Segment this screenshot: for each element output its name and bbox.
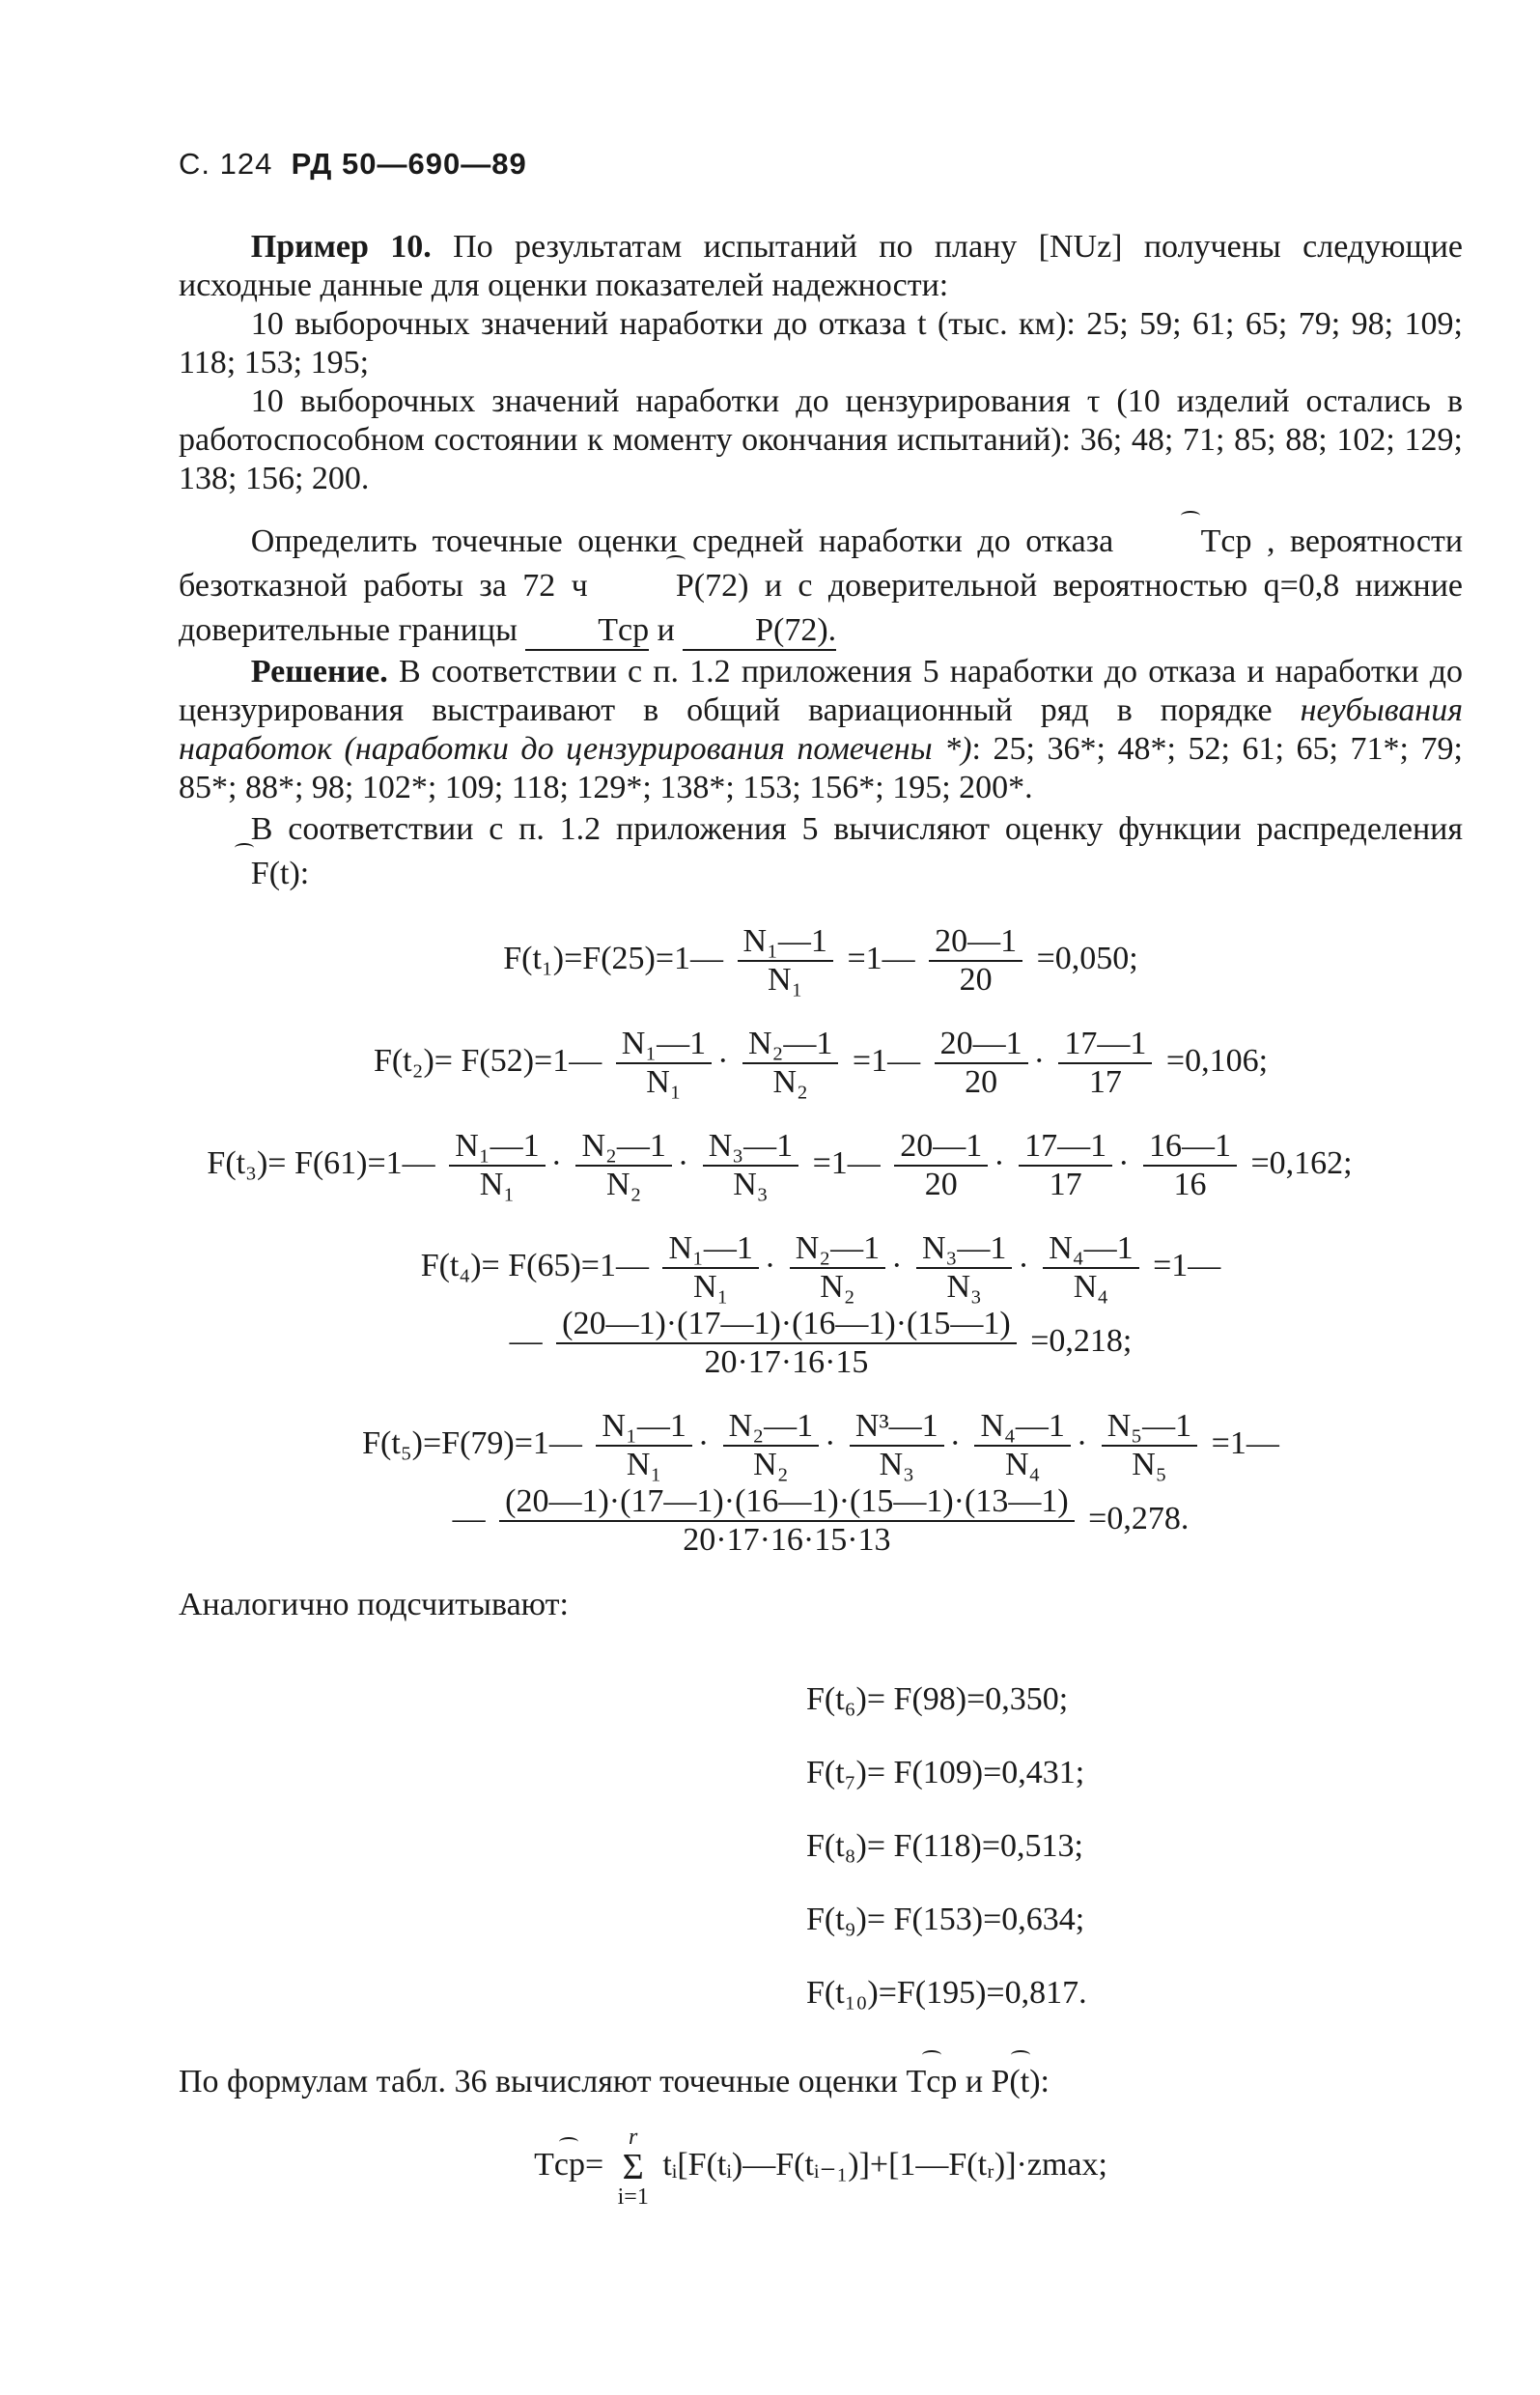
f5-num-3: N³—1 (850, 1408, 944, 1447)
f2-num-1: N₁—1 (616, 1026, 712, 1064)
f5-lhs: F(t₅)=F(79)=1— (362, 1424, 582, 1461)
f4-den-3: N₃ (946, 1269, 982, 1305)
distribution-intro (179, 807, 1463, 896)
f5-result-1: =1— (1211, 1424, 1279, 1461)
f4-frac-4 (1043, 1230, 1138, 1306)
f2-den-1: N₁ (646, 1064, 682, 1100)
f4-frac-2 (790, 1230, 885, 1306)
formula-f2: F(t₂)= F(52)=1— $\frac{\text{N₁—1}}{\text{N₁}}$ · $\frac{\text{N₂—1}}{\text{N₂}}$ =1— $\frac{20—1}{20}$ · $\frac{17—1}{17}$ =0,106; (373, 1026, 1269, 1100)
f3-num-4: 20—1 (894, 1128, 988, 1167)
f2-frac-1 (616, 1026, 712, 1101)
f5-num-6: (20—1)·(17—1)·(16—1)·(15—1)·(13—1) (499, 1483, 1075, 1522)
f4-num-4: N₄—1 (1043, 1230, 1138, 1269)
final-paragraph (179, 2059, 1463, 2105)
f5-frac-1 (596, 1408, 691, 1483)
solution-text-b: неубывания наработок (наработки до цензурирования помечены *) (179, 692, 1463, 767)
f2-num-3: 20—1 (935, 1026, 1028, 1064)
f3-frac-1 (449, 1128, 545, 1203)
f5-den-1: N₁ (626, 1447, 662, 1482)
f2-den-2: N₂ (772, 1064, 808, 1100)
f4-result-1: =1— (1153, 1247, 1221, 1283)
f5-frac-6 (499, 1483, 1075, 1559)
final-pt-symbol: P(t): (992, 2059, 1050, 2105)
f5-frac-3 (850, 1408, 944, 1483)
f2-num-4: 17—1 (1058, 1026, 1152, 1064)
tcp-rhs: tᵢ[F(tᵢ)—F(tᵢ₋₁)]+[1—F(tᵣ)]·zmax; (662, 2146, 1107, 2183)
f5-den-5: N₅ (1132, 1447, 1167, 1482)
f4-frac-1 (662, 1230, 758, 1306)
page-number: С. 124 (179, 147, 273, 181)
f4-result-2: =0,218; (1030, 1322, 1133, 1359)
f5-den-2: N₂ (753, 1447, 789, 1482)
f2-frac-2 (742, 1026, 838, 1101)
sum-upper-limit: r (629, 2125, 638, 2150)
f5-frac-2 (723, 1408, 819, 1483)
f3-num-6: 16—1 (1143, 1128, 1237, 1167)
f5-num-2: N₂—1 (723, 1408, 819, 1447)
example-intro (179, 228, 1463, 305)
f3-den-1: N₁ (479, 1167, 516, 1202)
f2-frac-4 (1058, 1026, 1152, 1101)
list-item: F(t₈)= F(118)=0,513; (806, 1828, 1083, 1864)
failure-values: 10 выборочных значений наработки до отказа t (тыс. км): 25; 59; 61; 65; 79; 98; 109; 118; 153; 195; (179, 306, 1463, 380)
f3-den-2: N₂ (605, 1167, 642, 1202)
tcp-symbol: Tср (1129, 520, 1252, 564)
f4-prefix: — (509, 1322, 543, 1359)
f3-num-2: N₂—1 (575, 1128, 671, 1167)
f5-den-3: N₃ (879, 1447, 914, 1482)
f4-frac-3 (916, 1230, 1012, 1306)
p72-lower-symbol: P(72). (683, 608, 836, 653)
f5-frac-5 (1102, 1408, 1197, 1483)
f5-num-4: N₄—1 (974, 1408, 1070, 1447)
f3-frac-3 (703, 1128, 798, 1203)
f5-result-2: =0,278. (1088, 1500, 1190, 1536)
f1-result: =0,050; (1036, 940, 1138, 976)
tcp-lhs: Tср= (534, 2146, 604, 2183)
f1-frac-1 (738, 923, 833, 999)
task-statement (179, 520, 1463, 653)
f3-den-4: 20 (924, 1167, 958, 1202)
f3-den-5: 17 (1049, 1167, 1082, 1202)
f3-den-6: 16 (1173, 1167, 1207, 1202)
f4-den-4: N₄ (1073, 1269, 1109, 1305)
final-tcp-symbol: Tср (906, 2059, 957, 2105)
f3-frac-6 (1143, 1128, 1237, 1203)
document-code: РД 50—690—89 (291, 147, 527, 181)
task-text-a: Определить точечные оценки средней наработки до отказа (250, 523, 1114, 559)
analog-text: Аналогично подсчитывают: (179, 1587, 569, 1622)
f1-frac-2 (929, 923, 1022, 999)
tcp-lower-symbol: Tср (525, 608, 649, 653)
f4-num-2: N₂—1 (790, 1230, 885, 1269)
f2-num-2: N₂—1 (742, 1026, 838, 1064)
final-and: и (965, 2064, 984, 2099)
list-item: F(t₁₀)=F(195)=0,817. (806, 1975, 1087, 2011)
f3-num-3: N₃—1 (703, 1128, 798, 1167)
f4-num-3: N₃—1 (916, 1230, 1012, 1269)
f5-den-4: N₄ (1004, 1447, 1041, 1482)
f4-frac-5 (556, 1306, 1017, 1381)
f4-lhs: F(t₄)= F(65)=1— (420, 1247, 649, 1283)
censoring-values: 10 выборочных значений наработки до цензурирования τ (10 изделий остались в работоспособном состоянии к моменту окончания испытаний): 36; 48; 71; 85; 88; 102; 129; 138; 156; 200. (179, 383, 1463, 496)
p72-symbol: P(72) (603, 564, 748, 608)
list-item: F(t₉)= F(153)=0,634; (806, 1902, 1085, 1937)
f4-den-2: N₂ (820, 1269, 855, 1305)
sum-operator (618, 2127, 649, 2208)
f2-result: =0,106; (1165, 1042, 1269, 1079)
f3-num-5: 17—1 (1019, 1128, 1112, 1167)
f5-den-6: 20·17·16·15·13 (683, 1522, 891, 1558)
f5-num-1: N₁—1 (596, 1408, 691, 1447)
f3-frac-2 (575, 1128, 671, 1203)
list-item: F(t₇)= F(109)=0,431; (806, 1755, 1085, 1790)
sigma-symbol: Σ (622, 2147, 644, 2187)
f5-frac-4 (974, 1408, 1070, 1483)
f1-num-1: N₁—1 (738, 923, 833, 962)
f4-den-5: 20·17·16·15 (704, 1344, 869, 1380)
f3-mid: =1— (812, 1144, 881, 1181)
f2-mid: =1— (852, 1042, 921, 1079)
f3-lhs: F(t₃)= F(61)=1— (207, 1144, 435, 1181)
f3-frac-4 (894, 1128, 988, 1203)
example-label: Пример 10. (250, 229, 432, 265)
f3-frac-5 (1019, 1128, 1112, 1203)
solution-text-a: В соответствии с п. 1.2 приложения 5 наработки до отказа и наработки до цензурирования выстраивают в общий вариационный ряд в порядке (179, 654, 1464, 728)
results-list (806, 1663, 1463, 2030)
solution-label: Решение. (250, 654, 388, 690)
f5-prefix: — (452, 1500, 486, 1536)
sum-lower-limit: i=1 (617, 2184, 649, 2210)
f1-mid: =1— (847, 940, 915, 976)
list-item: F(t₆)= F(98)=0,350; (806, 1681, 1069, 1717)
f3-den-3: N₃ (733, 1167, 769, 1202)
f3-result: =0,162; (1250, 1144, 1353, 1181)
task-and: и (657, 612, 675, 648)
page-header (179, 145, 1463, 183)
f2-lhs: F(t₂)= F(52)=1— (373, 1042, 602, 1079)
formula-f1 (179, 923, 1463, 999)
distribution-text: В соответствии с п. 1.2 приложения 5 вычисляют оценку функции распределения (250, 811, 1463, 847)
f-t-symbol: F(t): (179, 852, 309, 896)
formula-f5: F(t₅)=F(79)=1— $\frac{\text{N₁—1}}{\text{N₁}}$ · $\frac{\text{N₂—1}}{\text{N₂}}$ · $\frac{\text{N³—1}}{\text{N₃}}$ · $\frac{\text{N₄—1}}{\text{N₄}}$ · $\frac{\text{N₅—1}}{\text{N₅}}$ =1— — $\frac{(20—1)\cdot(17—1)\cdot(16—1)\cdot(15—1)\cdot(13—1)}{20\cdot 17\cdot 16\cdot 15\cdot 13}$ =0,278. (362, 1408, 1279, 1558)
solution-paragraph (179, 653, 1463, 807)
f4-num-5: (20—1)·(17—1)·(16—1)·(15—1) (556, 1306, 1017, 1344)
example-text: По результатам испытаний по плану [NUz] получены следующие исходные данные для оценки показателей надежности: (179, 229, 1463, 303)
f2-den-3: 20 (965, 1064, 998, 1100)
f2-frac-3 (935, 1026, 1028, 1101)
solution-text-c: : 25; 36*; 48*; 52; 61; 65; 71*; 79; 85*; 88*; 98; 102*; 109; 118; 129*; 138*; 153; 156*; 195; 200*. (179, 731, 1463, 805)
task-text-c: и с доверительной вероятностью q=0,8 нижние доверительные границы (179, 568, 1464, 648)
formula-tcp (179, 2127, 1463, 2208)
f2-den-4: 17 (1088, 1064, 1122, 1100)
f4-num-1: N₁—1 (662, 1230, 758, 1269)
f1-lhs: F(t₁)=F(25)=1— (503, 940, 724, 976)
f4-den-1: N₁ (692, 1269, 729, 1305)
formula-f3: F(t₃)= F(61)=1— $\frac{\text{N₁—1}}{\text{N₁}}$ · $\frac{\text{N₂—1}}{\text{N₂}}$ · $\frac{\text{N₃—1}}{\text{N₃}}$ =1— $\frac{20—1}{20}$ · $\frac{17—1}{17}$ · $\frac{16—1}{16}$ =0,162; (207, 1128, 1353, 1202)
f3-num-1: N₁—1 (449, 1128, 545, 1167)
f5-num-5: N₅—1 (1102, 1408, 1197, 1447)
final-text: По формулам табл. 36 вычисляют точечные оценки (179, 2064, 898, 2099)
f1-num-2: 20—1 (929, 923, 1022, 962)
task-text-b: , вероятности безотказной работы за 72 ч (179, 523, 1464, 604)
f1-den-1: N₁ (768, 962, 803, 998)
formula-f4: F(t₄)= F(65)=1— $\frac{\text{N₁—1}}{\text{N₁}}$ · $\frac{\text{N₂—1}}{\text{N₂}}$ · $\frac{\text{N₃—1}}{\text{N₃}}$ · $\frac{\text{N₄—1}}{\text{N₄}}$ =1— — $\frac{(20—1)\cdot(17—1)\cdot(16—1)\cdot(15—1)}{20\cdot 17\cdot 16\cdot 15}$ =0,218; (420, 1230, 1221, 1380)
f1-den-2: 20 (959, 962, 993, 998)
